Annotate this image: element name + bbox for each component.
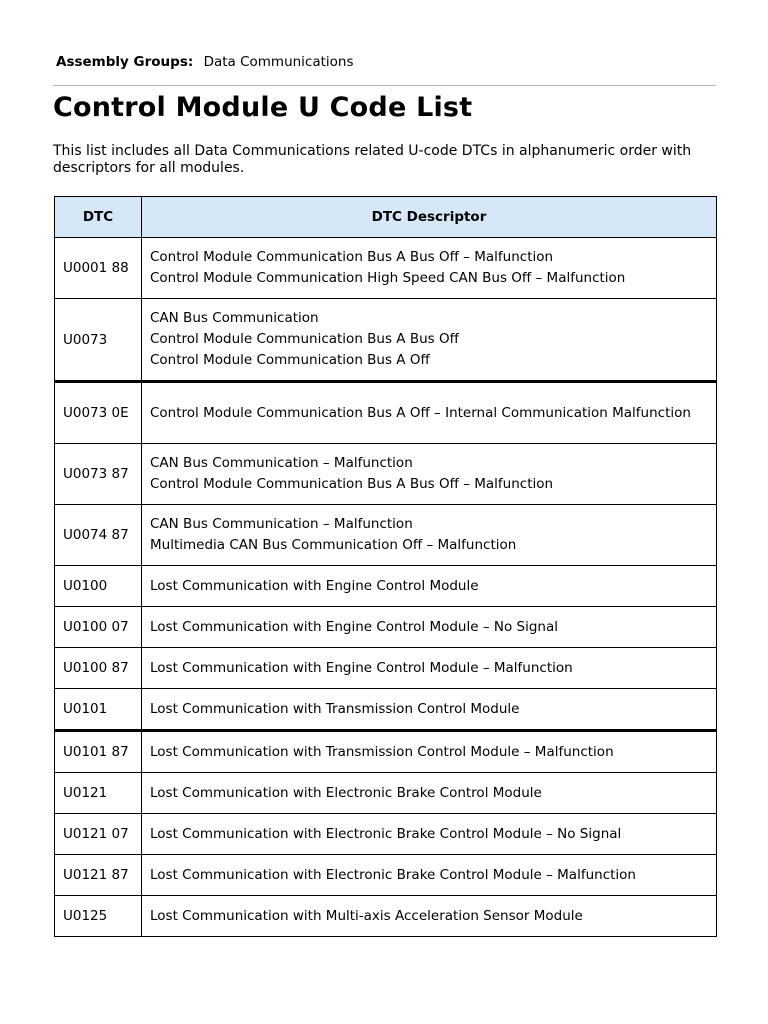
table-row <box>55 855 717 896</box>
dtc-descriptor-cell <box>142 444 717 505</box>
descriptor-line: Lost Communication with Electronic Brake Control Module – No Signal <box>150 825 622 842</box>
intro-paragraph: This list includes all Data Communications related U-code DTCs in alphanumeric order with descriptors for all modules. <box>53 143 692 176</box>
table-row <box>55 505 717 566</box>
table-row <box>55 648 717 689</box>
descriptor-line: Lost Communication with Transmission Control Module <box>150 700 520 717</box>
descriptor-line: CAN Bus Communication – Malfunction <box>150 516 413 532</box>
table-row <box>55 238 717 299</box>
table-row <box>55 607 717 648</box>
table-row <box>55 773 717 814</box>
table-row <box>55 444 717 505</box>
table-row <box>55 896 717 937</box>
descriptor-line: Lost Communication with Electronic Brake Control Module – Malfunction <box>150 866 636 883</box>
table-row <box>55 731 717 773</box>
dtc-descriptor-cell <box>142 814 717 855</box>
dtc-descriptor-cell <box>142 689 717 731</box>
dtc-code-cell: U0101 <box>55 689 142 731</box>
descriptor-line: Lost Communication with Engine Control Module <box>150 577 479 594</box>
descriptor-line: Lost Communication with Electronic Brake Control Module <box>150 784 542 801</box>
descriptor-line: Control Module Communication Bus A Off <box>150 352 430 368</box>
dtc-descriptor-cell <box>142 896 717 937</box>
dtc-code-cell: U0073 87 <box>55 444 142 505</box>
dtc-table <box>54 196 717 937</box>
descriptor-line: Multimedia CAN Bus Communication Off – Malfunction <box>150 537 517 553</box>
dtc-code-cell: U0100 07 <box>55 607 142 648</box>
dtc-code-cell: U0074 87 <box>55 505 142 566</box>
dtc-descriptor-cell <box>142 566 717 607</box>
dtc-code-cell: U0100 87 <box>55 648 142 689</box>
dtc-descriptor-cell <box>142 648 717 689</box>
dtc-code-cell: U0001 88 <box>55 238 142 299</box>
table-row <box>55 382 717 444</box>
dtc-descriptor-cell <box>142 238 717 299</box>
descriptor-line: Control Module Communication High Speed CAN Bus Off – Malfunction <box>150 270 626 286</box>
assembly-groups <box>56 54 354 70</box>
descriptor-line: Lost Communication with Engine Control Module – Malfunction <box>150 659 573 676</box>
dtc-code-cell: U0100 <box>55 566 142 607</box>
table-header-row <box>55 197 717 238</box>
dtc-descriptor-cell <box>142 607 717 648</box>
dtc-descriptor-cell <box>142 505 717 566</box>
dtc-code-cell: U0121 87 <box>55 855 142 896</box>
descriptor-line: CAN Bus Communication <box>150 310 319 326</box>
descriptor-line: Control Module Communication Bus A Bus Off <box>150 331 459 347</box>
table-row <box>55 299 717 382</box>
column-header-descriptor: DTC Descriptor <box>142 197 717 238</box>
header-divider <box>53 85 716 86</box>
dtc-descriptor-cell <box>142 855 717 896</box>
descriptor-line: Lost Communication with Transmission Control Module – Malfunction <box>150 743 614 760</box>
dtc-code-cell: U0121 <box>55 773 142 814</box>
descriptor-line: Control Module Communication Bus A Bus Off – Malfunction <box>150 476 554 492</box>
dtc-code-cell: U0121 07 <box>55 814 142 855</box>
table-row <box>55 566 717 607</box>
descriptor-line: Lost Communication with Multi-axis Acceleration Sensor Module <box>150 907 583 924</box>
assembly-groups-label: Assembly Groups: <box>56 54 194 70</box>
dtc-code-cell: U0101 87 <box>55 731 142 773</box>
descriptor-line: Control Module Communication Bus A Bus Off – Malfunction <box>150 249 554 265</box>
assembly-groups-value: Data Communications <box>203 54 354 70</box>
table-row <box>55 689 717 731</box>
dtc-code-cell: U0073 <box>55 299 142 382</box>
dtc-code-cell: U0125 <box>55 896 142 937</box>
dtc-descriptor-cell <box>142 731 717 773</box>
dtc-descriptor-cell <box>142 299 717 382</box>
table-row <box>55 814 717 855</box>
page-title: Control Module U Code List <box>53 92 473 123</box>
dtc-descriptor-cell <box>142 382 717 444</box>
dtc-descriptor-cell <box>142 773 717 814</box>
descriptor-line: CAN Bus Communication – Malfunction <box>150 455 413 471</box>
descriptor-line: Lost Communication with Engine Control Module – No Signal <box>150 618 558 635</box>
descriptor-line: Control Module Communication Bus A Off – Internal Communication Malfunction <box>150 404 691 421</box>
dtc-code-cell: U0073 0E <box>55 382 142 444</box>
column-header-dtc: DTC <box>55 197 142 238</box>
